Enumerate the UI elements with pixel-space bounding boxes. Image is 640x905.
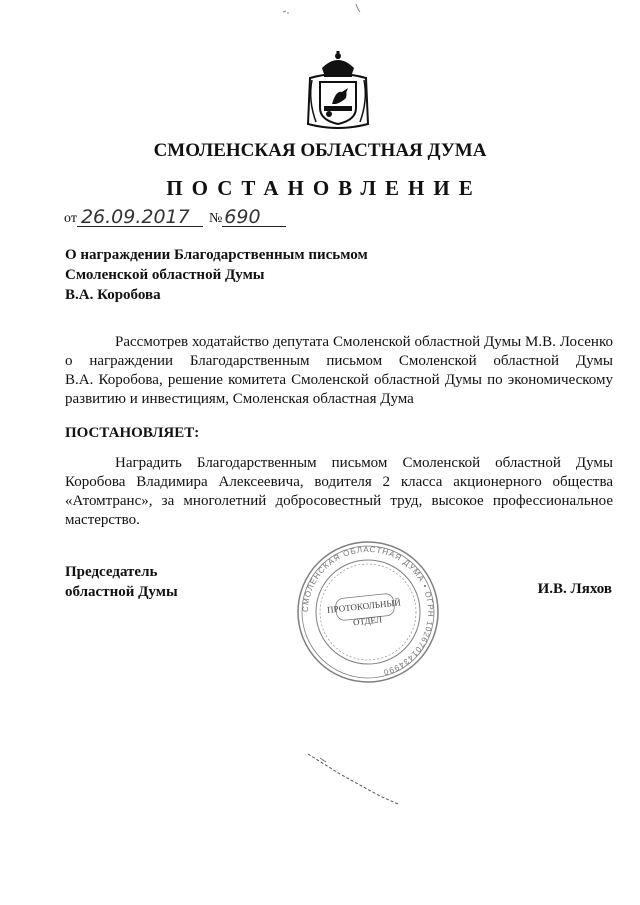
position-line: Председатель (65, 564, 158, 580)
signatory-position (65, 562, 178, 602)
stamp-inner-line1: ПРОТОКОЛЬНЫЙ (326, 597, 402, 615)
subject-line: В.А. Коробова (65, 287, 161, 303)
signatory-name: И.В. Ляхов (537, 581, 612, 597)
number-prefix: № (208, 211, 223, 226)
document-number: 690 (222, 208, 286, 227)
paragraph-line: Рассмотрев ходатайство депутата Смоленской областной Думы М.В. Лосенко (115, 334, 613, 350)
subject-line: Смоленской областной Думы (65, 267, 265, 283)
scan-marks (0, 0, 640, 20)
paragraph-award (65, 454, 613, 530)
date-number-line (64, 208, 286, 227)
document-type: ПОСТАНОВЛЕНИЕ (166, 176, 482, 200)
subject-block (65, 245, 368, 305)
paragraph-line: Наградить Благодарственным письмом Смоленской областной Думы (115, 455, 613, 471)
official-stamp (294, 538, 442, 686)
handwritten-signature (300, 748, 410, 808)
stamp-inner-line2: ОТДЕЛ (352, 614, 383, 628)
paragraph-line: развитию и инвестициям, Смоленская областная Дума (65, 391, 414, 407)
resolves-heading: ПОСТАНОВЛЯЕТ: (65, 425, 200, 441)
svg-text:СМОЛЕНСКАЯ ОБЛАСТНАЯ ДУМА • ОГ (301, 545, 435, 677)
paragraph-line: о награждении Благодарственным письмом Смоленской областной Думы (65, 353, 613, 369)
stamp-outer-text: СМОЛЕНСКАЯ ОБЛАСТНАЯ ДУМА • ОГРН 1026701434990 (300, 544, 436, 678)
paragraph-considering (65, 333, 613, 409)
subject-line: О награждении Благодарственным письмом (65, 247, 368, 263)
organization-title: СМОЛЕНСКАЯ ОБЛАСТНАЯ ДУМА (153, 140, 487, 161)
paragraph-line: В.А. Коробова, решение комитета Смоленской областной Думы по экономическому (65, 372, 613, 388)
paragraph-line: Коробова Владимира Алексеевича, водителя 2 класса акционерного общества (65, 474, 613, 490)
document-date: 26.09.2017 (77, 208, 203, 227)
coat-of-arms-icon (302, 50, 374, 132)
paragraph-line: «Атомтранс», за многолетний добросовестный труд, высокое профессиональное (65, 493, 613, 509)
date-prefix: от (64, 211, 77, 226)
position-line: областной Думы (65, 584, 178, 600)
paragraph-line: мастерство. (65, 512, 140, 528)
